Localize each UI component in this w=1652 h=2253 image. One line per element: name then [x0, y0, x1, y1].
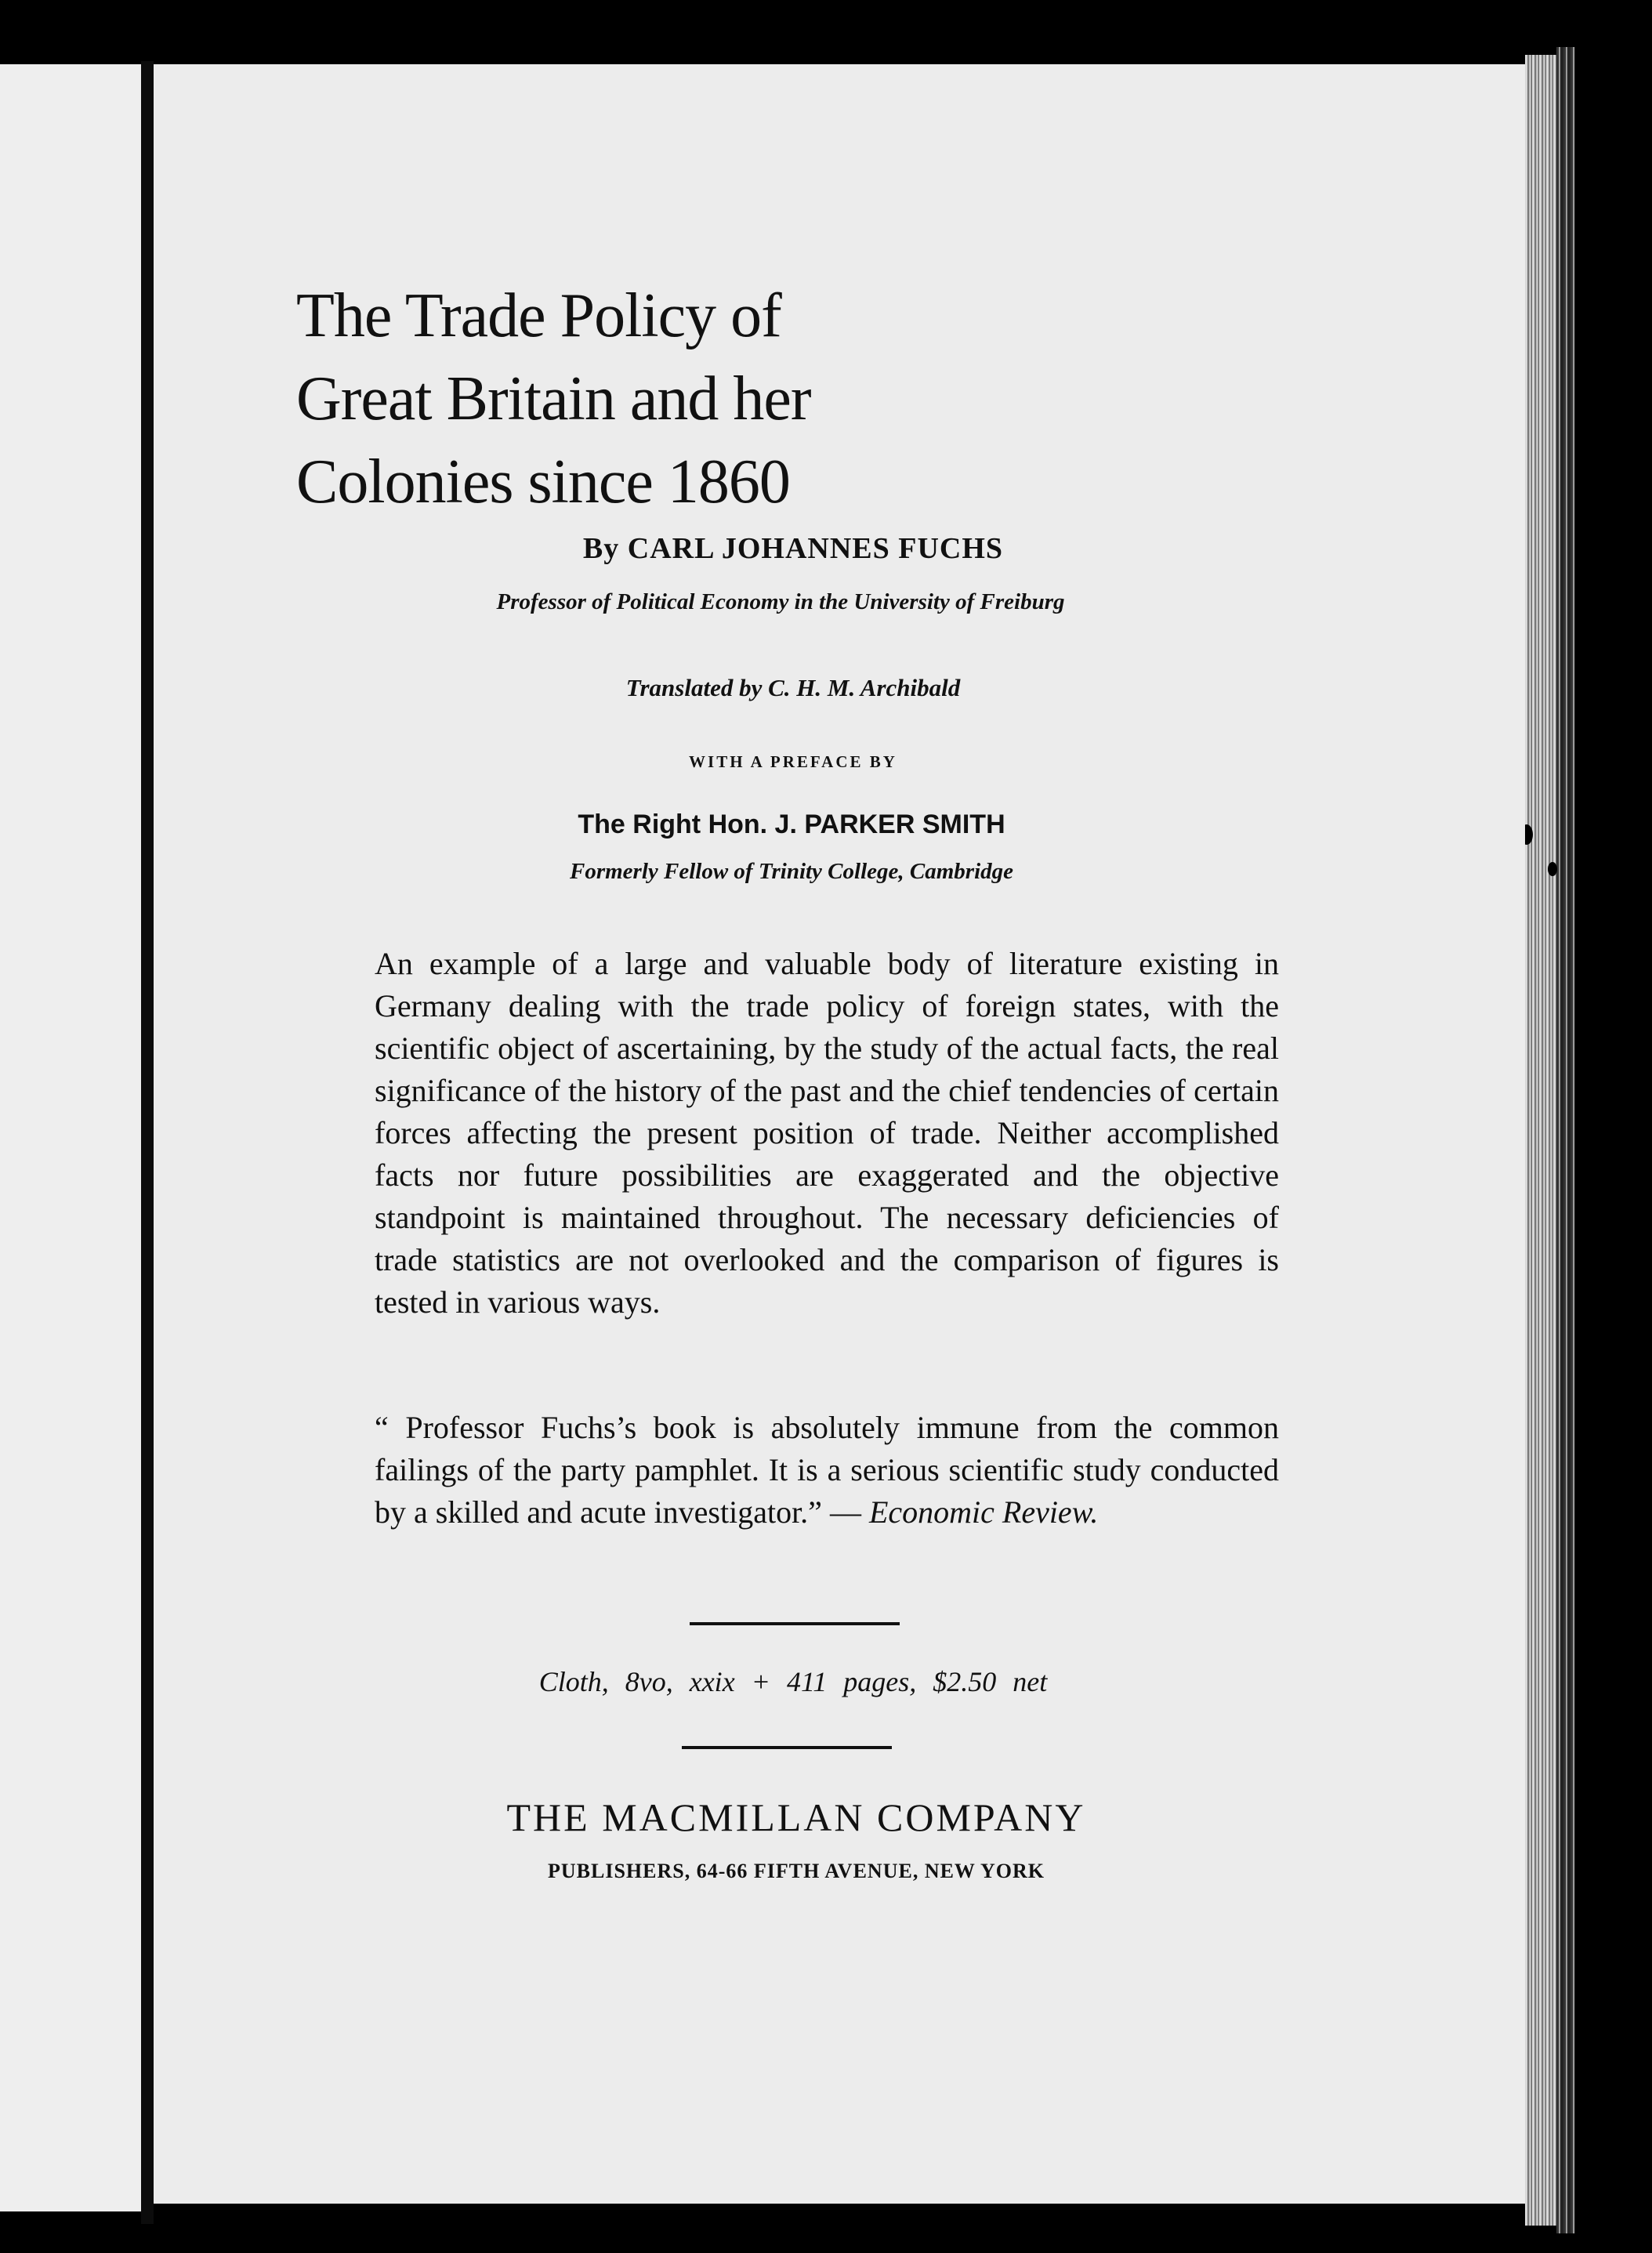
preface-label: WITH A PREFACE BY [689, 752, 897, 771]
title-line: Great Britain and her [296, 364, 811, 433]
title-line: Colonies since 1860 [296, 447, 790, 516]
preface-author: The Right Hon. J. PARKER SMITH [578, 810, 1005, 839]
preface-author-role: Formerly Fellow of Trinity College, Cambridge [569, 859, 1013, 884]
author-role: Professor of Political Economy in the University of Freiburg [496, 589, 1065, 614]
book-title [296, 274, 1002, 523]
left-page-edge [0, 64, 141, 2211]
author-line: By CARL JOHANNES FUCHS [582, 532, 1004, 565]
book-fore-edge [1556, 47, 1575, 2233]
edge-ink-mark [1548, 862, 1557, 876]
book-description: An example of a large and valuable body of literature existing in Germany dealing with the trade policy of foreign states, with the scientific object of ascertaining, by the study of the actual facts, the real significance of the history of the past and the chief tendencies of certain forces affecting the present position of trade. Neither accomplished facts nor future possibilities are exaggerated and the objective standpoint is maintained throughout. The necessary deficiencies of trade statistics are not overlooked and the comparison of figures is tested in various ways. [375, 946, 1279, 1320]
translator-line: Translated by C. H. M. Archibald [625, 674, 961, 701]
review-quote-text: “ Professor Fuchs’s book is absolutely immune from the common failings of the party pamphlet. It is a serious scientific study conducted by a skilled and acute investigator.” — [375, 1410, 1279, 1530]
right-page-edges [1525, 55, 1556, 2226]
review-quote [375, 1407, 1279, 1534]
title-line: The Trade Policy of [296, 281, 781, 350]
publisher-address: PUBLISHERS, 64-66 FIFTH AVENUE, NEW YORK [547, 1860, 1045, 1882]
divider-rule [690, 1622, 900, 1625]
review-source: Economic Review. [868, 1494, 1099, 1530]
price-line: Cloth, 8vo, xxix + 411 pages, $2.50 net [538, 1666, 1048, 1697]
divider-rule [682, 1746, 892, 1749]
publisher-name: THE MACMILLAN COMPANY [506, 1795, 1086, 1839]
book-gutter [141, 61, 154, 2224]
